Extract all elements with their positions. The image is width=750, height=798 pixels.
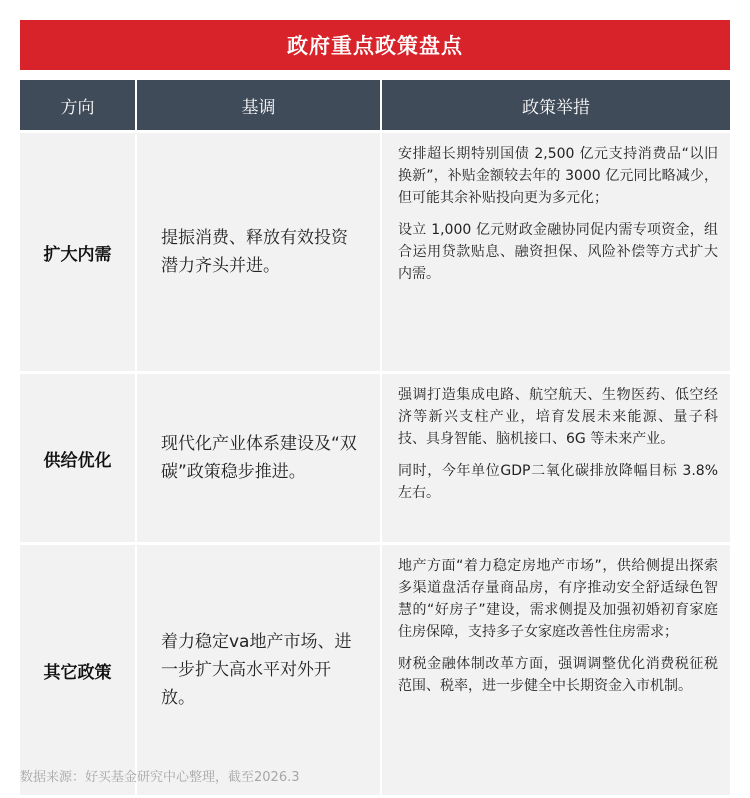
header-tone: 基调 (241, 97, 276, 118)
page-title: 政府重点政策盘点 (20, 20, 730, 70)
tone-text: 现代化产业体系建设及“双碳”政策稳步推进。 (161, 434, 357, 482)
table-row (20, 133, 730, 371)
measure-text: 地产方面“着力稳定房地产市场”，供给侧提出探索多渠道盘活存量商品房，有序推动安全舒适绿色智慧的“好房子”建设，需求侧提及加强初婚初育家庭住房保障，支持多子女家庭改善性住房需求； (398, 558, 718, 640)
row-direction: 扩大内需 (20, 133, 135, 371)
header-measures: 政策举措 (522, 97, 590, 118)
measure-text: 安排超长期特别国债 2,500 亿元支持消费品“以旧换新”，补贴金额较去年的 3000 亿元同比略减少，但可能其余补贴投向更为多元化； (398, 146, 718, 206)
tone-text: 提振消费、释放有效投资潜力齐头并进。 (161, 228, 348, 276)
row-direction: 供给优化 (20, 374, 135, 542)
row-tone (137, 545, 380, 795)
measure-text: 强调打造集成电路、航空航天、生物医药、低空经济等新兴支柱产业，培育发展未来能源、量子科技、具身智能、脑机接口、6G 等未来产业。 (398, 387, 718, 447)
row-direction: 其它政策 (20, 545, 135, 795)
tone-text: 着力稳定va地产市场、进一步扩大高水平对外开放。 (161, 632, 352, 708)
table-row (20, 374, 730, 542)
measure-text: 财税金融体制改革方面，强调调整优化消费税征税范围、税率，进一步健全中长期资金入市机制。 (398, 656, 718, 694)
table-header (20, 80, 730, 130)
row-measures (382, 133, 730, 371)
row-measures (382, 374, 730, 542)
table-row (20, 545, 730, 795)
measure-text: 同时，今年单位GDP二氧化碳排放降幅目标 3.8%左右。 (398, 463, 718, 501)
policy-table (20, 80, 730, 795)
measure-text: 设立 1,000 亿元财政金融协同促内需专项资金，组合运用贷款贴息、融资担保、风险补偿等方式扩大内需。 (398, 222, 718, 282)
source-note: 数据来源：好买基金研究中心整理，截至2026.3 (20, 770, 300, 785)
row-tone (137, 374, 380, 542)
row-tone (137, 133, 380, 371)
header-direction: 方向 (60, 97, 95, 118)
row-measures (382, 545, 730, 795)
